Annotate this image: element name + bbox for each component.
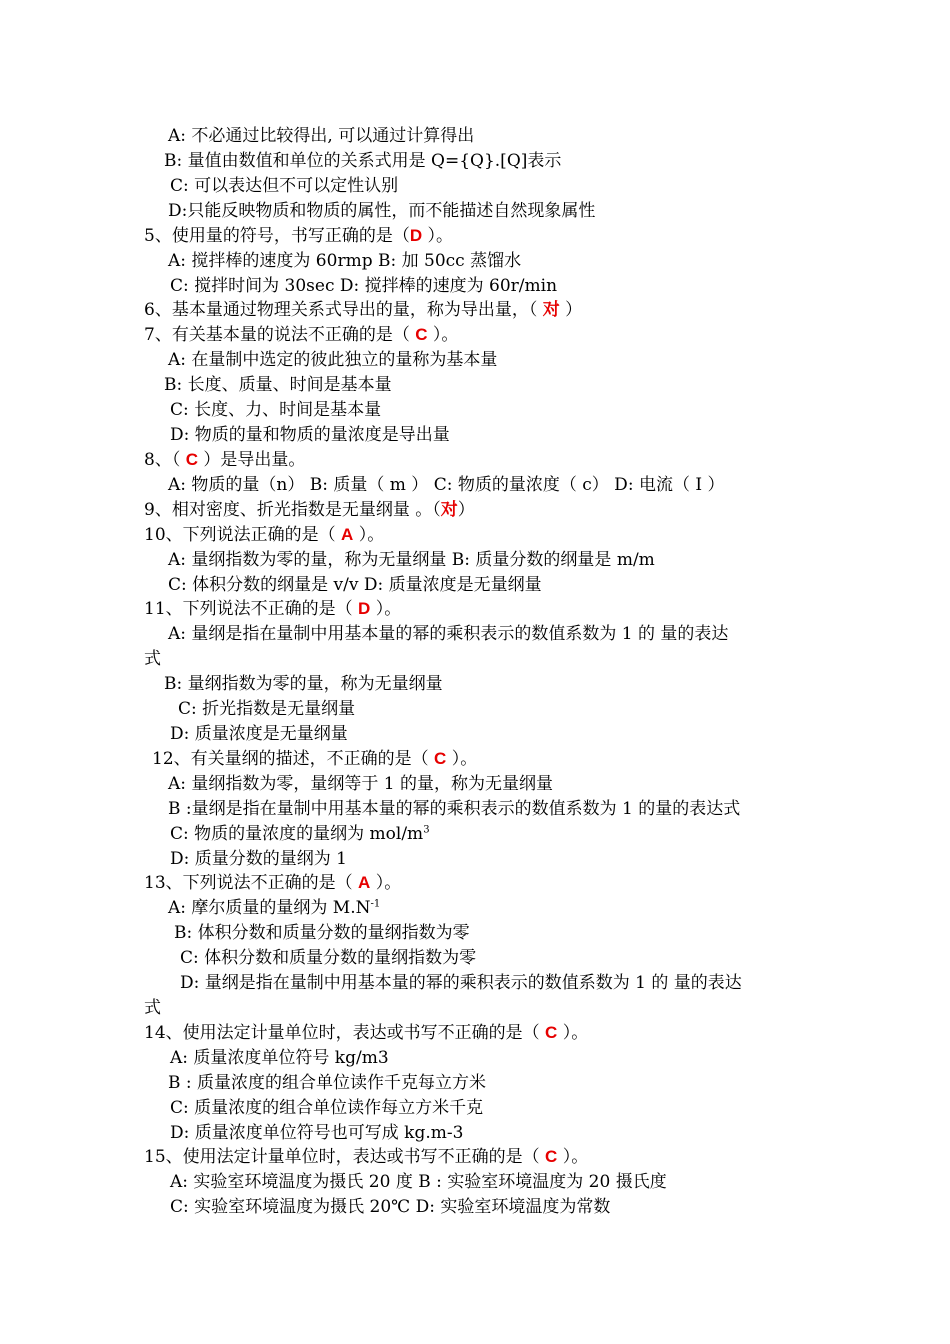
option-line: D: 质量分数的量纲为 1 xyxy=(170,849,347,869)
option-line: C: 实验室环境温度为摄氏 20℃ D: 实验室环境温度为常数 xyxy=(170,1197,611,1217)
question-line: 9、相对密度、折光指数是无量纲量 。（对） xyxy=(144,500,475,520)
option-line: A: 量纲指数为零，量纲等于 1 的量，称为无量纲量 xyxy=(168,774,554,794)
question-line: 7、有关基本量的说法不正确的是（ C ）。 xyxy=(144,325,459,345)
question-line: 6、基本量通过物理关系式导出的量，称为导出量，（ 对 ） xyxy=(144,300,583,320)
option-line: C: 质量浓度的组合单位读作每立方米千克 xyxy=(170,1098,484,1118)
option-line: D: 物质的量和物质的量浓度是导出量 xyxy=(170,425,450,445)
option-line: A: 质量浓度单位符号 kg/m3 xyxy=(170,1048,389,1068)
question-line: 12、有关量纲的描述，不正确的是（ C ）。 xyxy=(152,749,478,769)
option-line: B: 体积分数和质量分数的量纲指数为零 xyxy=(174,923,470,943)
option-line: A: 在量制中选定的彼此独立的量称为基本量 xyxy=(168,350,498,370)
option-line: B : 质量浓度的组合单位读作千克每立方米 xyxy=(168,1073,487,1093)
option-line: B: 长度、质量、时间是基本量 xyxy=(164,375,392,395)
question-line: 10、下列说法正确的是（ A ）。 xyxy=(144,525,385,545)
question-line: 14、使用法定计量单位时，表达或书写不正确的是（ C ）。 xyxy=(144,1023,589,1043)
option-line: C: 折光指数是无量纲量 xyxy=(178,699,356,719)
option-line: 式 xyxy=(144,998,161,1018)
option-line: D:只能反映物质和物质的属性，而不能描述自然现象属性 xyxy=(168,201,596,221)
option-line: B: 量值由数值和单位的关系式用是 Q={Q}.[Q]表示 xyxy=(164,151,562,171)
answer-mark: C xyxy=(415,325,428,344)
superscript: -1 xyxy=(370,898,381,910)
option-line: D: 质量浓度单位符号也可写成 kg.m-3 xyxy=(170,1123,464,1143)
superscript: 3 xyxy=(423,824,430,836)
question-line: 11、下列说法不正确的是（ D ）。 xyxy=(144,599,402,619)
answer-mark: D xyxy=(358,599,371,618)
option-line: D: 量纲是指在量制中用基本量的幂的乘积表示的数值系数为 1 的 量的表达 xyxy=(180,973,742,993)
question-line: 8、（ C ）是导出量。 xyxy=(144,450,306,470)
answer-mark: C xyxy=(434,749,447,768)
answer-mark: D xyxy=(409,226,423,245)
option-line: D: 质量浓度是无量纲量 xyxy=(170,724,348,744)
option-line: A: 量纲是指在量制中用基本量的幂的乘积表示的数值系数为 1 的 量的表达 xyxy=(168,624,729,644)
answer-mark: 对 xyxy=(542,300,560,319)
answer-mark: C xyxy=(545,1147,558,1166)
option-line: B: 量纲指数为零的量，称为无量纲量 xyxy=(164,674,443,694)
answer-mark: A xyxy=(358,873,371,892)
option-line: C: 长度、力、时间是基本量 xyxy=(170,400,382,420)
option-line: A: 不必通过比较得出, 可以通过计算得出 xyxy=(168,126,475,146)
option-line: A: 搅拌棒的速度为 60rmp B: 加 50cc 蒸馏水 xyxy=(168,251,522,271)
answer-mark: 对 xyxy=(440,500,458,519)
option-line: C: 物质的量浓度的量纲为 mol/$m^3$ xyxy=(170,824,430,844)
option-line: A: 量纲指数为零的量，称为无量纲量 B: 质量分数的纲量是 m/m xyxy=(168,550,655,570)
option-line: A: 物质的量（n） B: 质量（ m ） C: 物质的量浓度（ c） D: 电流（ I ） xyxy=(168,475,725,495)
answer-mark: A xyxy=(341,525,354,544)
answer-mark: C xyxy=(545,1023,558,1042)
option-line: A: 实验室环境温度为摄氏 20 度 B : 实验室环境温度为 20 摄氏度 xyxy=(170,1172,667,1192)
question-line: 5、使用量的符号，书写正确的是（D ）。 xyxy=(144,226,454,246)
option-line: C: 体积分数和质量分数的量纲指数为零 xyxy=(180,948,477,968)
option-line: C: 可以表达但不可以定性认别 xyxy=(170,176,399,196)
question-line: 13、下列说法不正确的是（ A ）。 xyxy=(144,873,402,893)
option-line: C: 体积分数的纲量是 v/v D: 质量浓度是无量纲量 xyxy=(168,575,542,595)
answer-mark: C xyxy=(185,450,199,469)
option-line: B :量纲是指在量制中用基本量的幂的乘积表示的数值系数为 1 的量的表达式 xyxy=(168,799,741,819)
option-line: A: 摩尔质量的量纲为 $M.N^{-1}$ xyxy=(168,898,381,918)
option-line: C: 搅拌时间为 30sec D: 搅拌棒的速度为 60r/min xyxy=(170,276,558,296)
option-line: 式 xyxy=(144,649,161,669)
question-line: 15、使用法定计量单位时，表达或书写不正确的是（ C ）。 xyxy=(144,1147,589,1167)
